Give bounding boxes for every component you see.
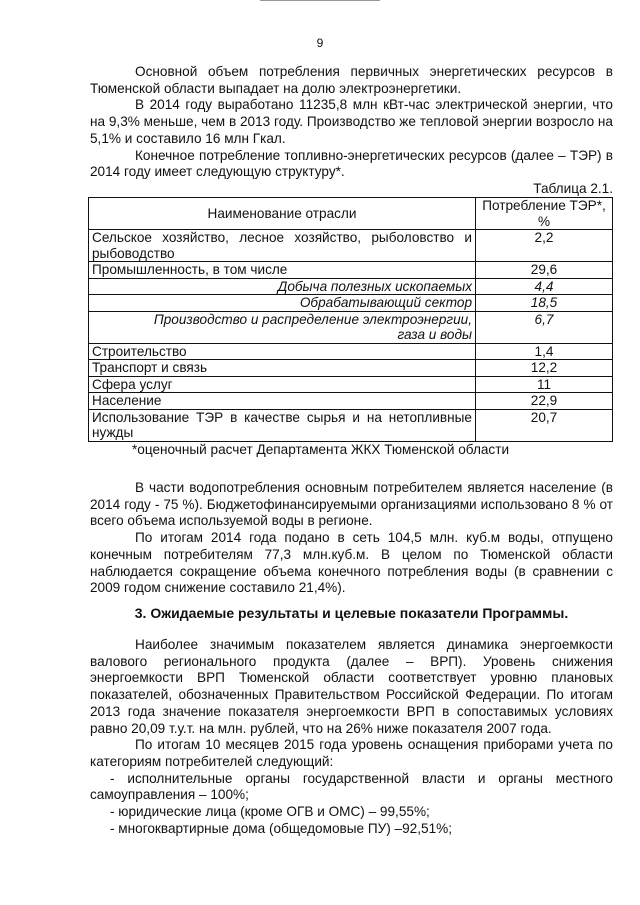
row-name: Сфера услуг bbox=[89, 376, 476, 393]
page-number: 9 bbox=[316, 36, 324, 50]
table-row bbox=[89, 262, 613, 279]
table-row bbox=[89, 393, 613, 410]
row-value: 12,2 bbox=[476, 360, 613, 377]
intro-block bbox=[90, 64, 613, 181]
table-caption: Таблица 2.1. bbox=[533, 181, 613, 196]
intro-paragraph-1: Основной объем потребления первичных энергетических ресурсов в Тюменской области выпадает на долю электроэнергетики. bbox=[90, 64, 613, 96]
table-row bbox=[89, 376, 613, 393]
header-value: Потребление ТЭР*, % bbox=[476, 198, 613, 230]
table-row bbox=[89, 230, 613, 262]
row-value: 29,6 bbox=[476, 262, 613, 279]
table-row bbox=[89, 409, 613, 441]
table-row bbox=[89, 343, 613, 360]
water-block bbox=[90, 480, 613, 597]
row-name: Промышленность, в том числе bbox=[89, 262, 476, 279]
list-item: - многоквартирные дома (общедомовые ПУ) –92,51%; bbox=[110, 820, 452, 836]
table-header-row bbox=[89, 198, 613, 230]
row-name: Сельское хозяйство, лесное хозяйство, рыболовство и рыбоводство bbox=[89, 230, 476, 262]
table-row bbox=[89, 360, 613, 377]
section-heading: 3. Ожидаемые результаты и целевые показатели Программы. bbox=[134, 605, 569, 621]
table-row bbox=[89, 278, 613, 295]
row-name: Обрабатывающий сектор bbox=[89, 295, 476, 312]
row-value: 2,2 bbox=[476, 230, 613, 262]
top-divider bbox=[260, 0, 380, 1]
row-value: 4,4 bbox=[476, 278, 613, 295]
row-name: Транспорт и связь bbox=[89, 360, 476, 377]
list-item: - исполнительные органы государственной власти и органы местного самоуправления – 100%; bbox=[90, 770, 613, 803]
row-name: Использование ТЭР в качестве сырья и на нетопливные нужды bbox=[89, 409, 476, 441]
row-value: 20,7 bbox=[476, 409, 613, 441]
intro-paragraph-2: В 2014 году выработано 11235,8 млн кВт-час электрической энергии, что на 9,3% меньше, чем в 2013 году. Производство же тепловой энергии возросло на 5,1% и составило 16 млн Гкал. bbox=[90, 97, 613, 146]
row-value: 18,5 bbox=[476, 295, 613, 312]
list-item: - юридические лица (кроме ОГВ и ОМС) – 99,55%; bbox=[110, 804, 430, 820]
table-block bbox=[90, 181, 613, 458]
row-name: Строительство bbox=[89, 343, 476, 360]
header-name: Наименование отрасли bbox=[89, 198, 476, 230]
section-paragraph-1: Наиболее значимым показателем является динамика энергоемкости валового регионального продукта (далее – ВРП). Уровень снижения энергоемкости ВРП Тюменской области соответствует уровню плановых показателей, обозначенных Правительством Российской Федерации. По итогам 2013 года значение показателя энергоемкости ВРП в сопоставимых условиях равно 20,09 т.у.т. на млн. рублей, что на 26% ниже показателя 2007 года. bbox=[90, 637, 613, 736]
table-row bbox=[89, 295, 613, 312]
section-paragraph-2: По итогам 10 месяцев 2015 года уровень оснащения приборами учета по категориям потребителей следующий: bbox=[90, 737, 613, 769]
table-footnote: *оценочный расчет Департамента ЖКХ Тюменской области bbox=[132, 441, 510, 457]
row-value: 6,7 bbox=[476, 311, 613, 343]
section-3-block bbox=[90, 604, 613, 837]
water-paragraph-1: В части водопотребления основным потребителем является население (в 2014 году - 75 %). Бюджетофинансируемыми организациями использовано 8 % от всего объема используемой воды в регионе. bbox=[90, 480, 613, 529]
water-paragraph-2: По итогам 2014 года подано в сеть 104,5 млн. куб.м воды, отпущено конечным потребителям 77,3 млн.куб.м. В целом по Тюменской области наблюдается сокращение объема конечного потребления воды (в сравнении с 2009 годом снижение составило 21,4%). bbox=[90, 530, 613, 596]
energy-consumption-table bbox=[88, 197, 613, 442]
row-name: Производство и распределение электроэнергии, газа и воды bbox=[89, 311, 476, 343]
row-name: Добыча полезных ископаемых bbox=[89, 278, 476, 295]
table-row bbox=[89, 311, 613, 343]
row-value: 1,4 bbox=[476, 343, 613, 360]
row-value: 22,9 bbox=[476, 393, 613, 410]
row-name: Население bbox=[89, 393, 476, 410]
intro-paragraph-3: Конечное потребление топливно-энергетических ресурсов (далее – ТЭР) в 2014 году имеет следующую структуру*. bbox=[90, 147, 613, 180]
row-value: 11 bbox=[476, 376, 613, 393]
